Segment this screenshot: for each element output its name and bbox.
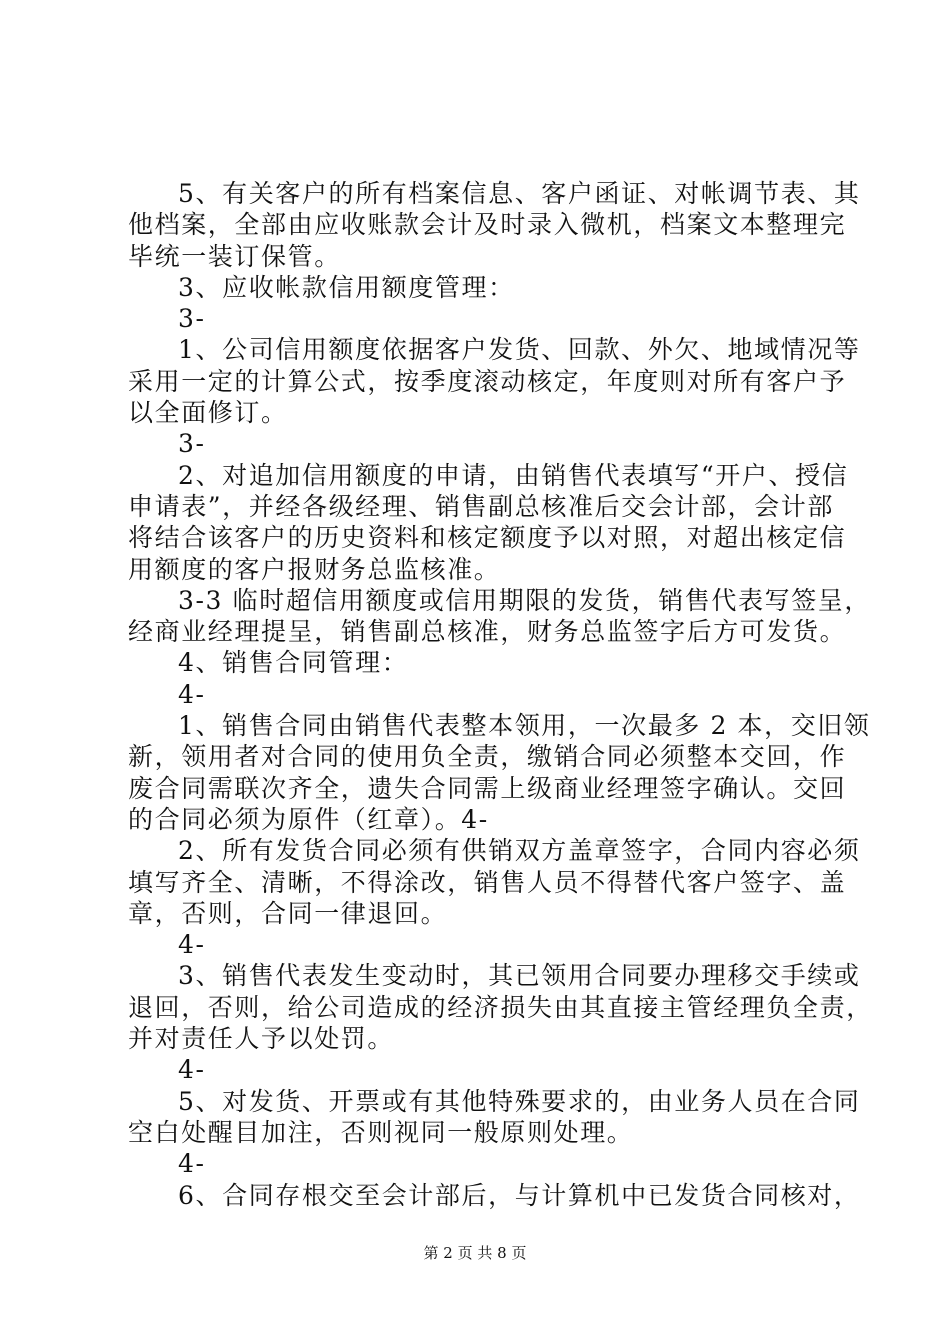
text-line: 填写齐全、清晰，不得涂改，销售人员不得替代客户签字、盖 [128, 867, 847, 897]
text-line: 1、销售合同由销售代表整本领用，一次最多 2 本，交旧领 [178, 711, 871, 741]
text-line: 1、公司信用额度依据客户发货、回款、外欠、地域情况等 [178, 335, 861, 365]
text-line: 6、合同存根交至会计部后，与计算机中已发货合同核对， [178, 1180, 861, 1210]
text-line: 3、应收帐款信用额度管理： [178, 272, 515, 302]
text-line: 2、所有发货合同必须有供销双方盖章签字，合同内容必须 [178, 836, 861, 866]
text-line: 毕统一装订保管。 [128, 241, 341, 271]
text-line: 的合同必须为原件（红章）。4- [128, 804, 489, 834]
text-line: 4- [178, 1055, 206, 1085]
text-line: 将结合该客户的历史资料和核定额度予以对照，对超出核定信 [128, 523, 847, 553]
text-line: 新，领用者对合同的使用负全责，缴销合同必须整本交回，作 [128, 742, 847, 772]
text-line: 申请表”，并经各级经理、销售副总核准后交会计部，会计部 [128, 491, 834, 521]
text-line: 3、销售代表发生变动时，其已领用合同要办理移交手续或 [178, 961, 861, 991]
text-line: 4、销售合同管理： [178, 648, 409, 678]
text-line: 并对责任人予以处罚。 [128, 1024, 395, 1054]
text-line: 4- [178, 930, 206, 960]
page-footer: 第 2 页 共 8 页 [423, 1244, 527, 1262]
text-line: 废合同需联次齐全，遗失合同需上级商业经理签字确认。交回 [128, 773, 847, 803]
text-line: 用额度的客户报财务总监核准。 [128, 554, 501, 584]
text-line: 2、对追加信用额度的申请，由销售代表填写“开户、授信 [178, 460, 849, 490]
text-line: 4- [178, 1149, 206, 1179]
text-line: 5、对发货、开票或有其他特殊要求的，由业务人员在合同 [178, 1086, 861, 1116]
text-line: 3- [178, 304, 206, 334]
text-line: 空白处醒目加注，否则视同一般原则处理。 [128, 1117, 634, 1147]
text-line: 3-3 临时超信用额度或信用期限的发货，销售代表写签呈， [178, 585, 872, 615]
text-line: 经商业经理提呈，销售副总核准，财务总监签字后方可发货。 [128, 617, 847, 647]
text-line: 3- [178, 429, 206, 459]
text-line: 4- [178, 679, 206, 709]
text-line: 退回，否则，给公司造成的经济损失由其直接主管经理负全责， [128, 992, 873, 1022]
text-line: 5、有关客户的所有档案信息、客户函证、对帐调节表、其 [178, 179, 861, 208]
text-line: 他档案，全部由应收账款会计及时录入微机，档案文本整理完 [128, 210, 847, 240]
document-body [128, 178, 873, 1211]
text-line: 以全面修订。 [128, 398, 288, 428]
text-line: 章，否则，合同一律退回。 [128, 898, 448, 928]
text-line: 采用一定的计算公式，按季度滚动核定，年度则对所有客户予 [128, 366, 847, 396]
